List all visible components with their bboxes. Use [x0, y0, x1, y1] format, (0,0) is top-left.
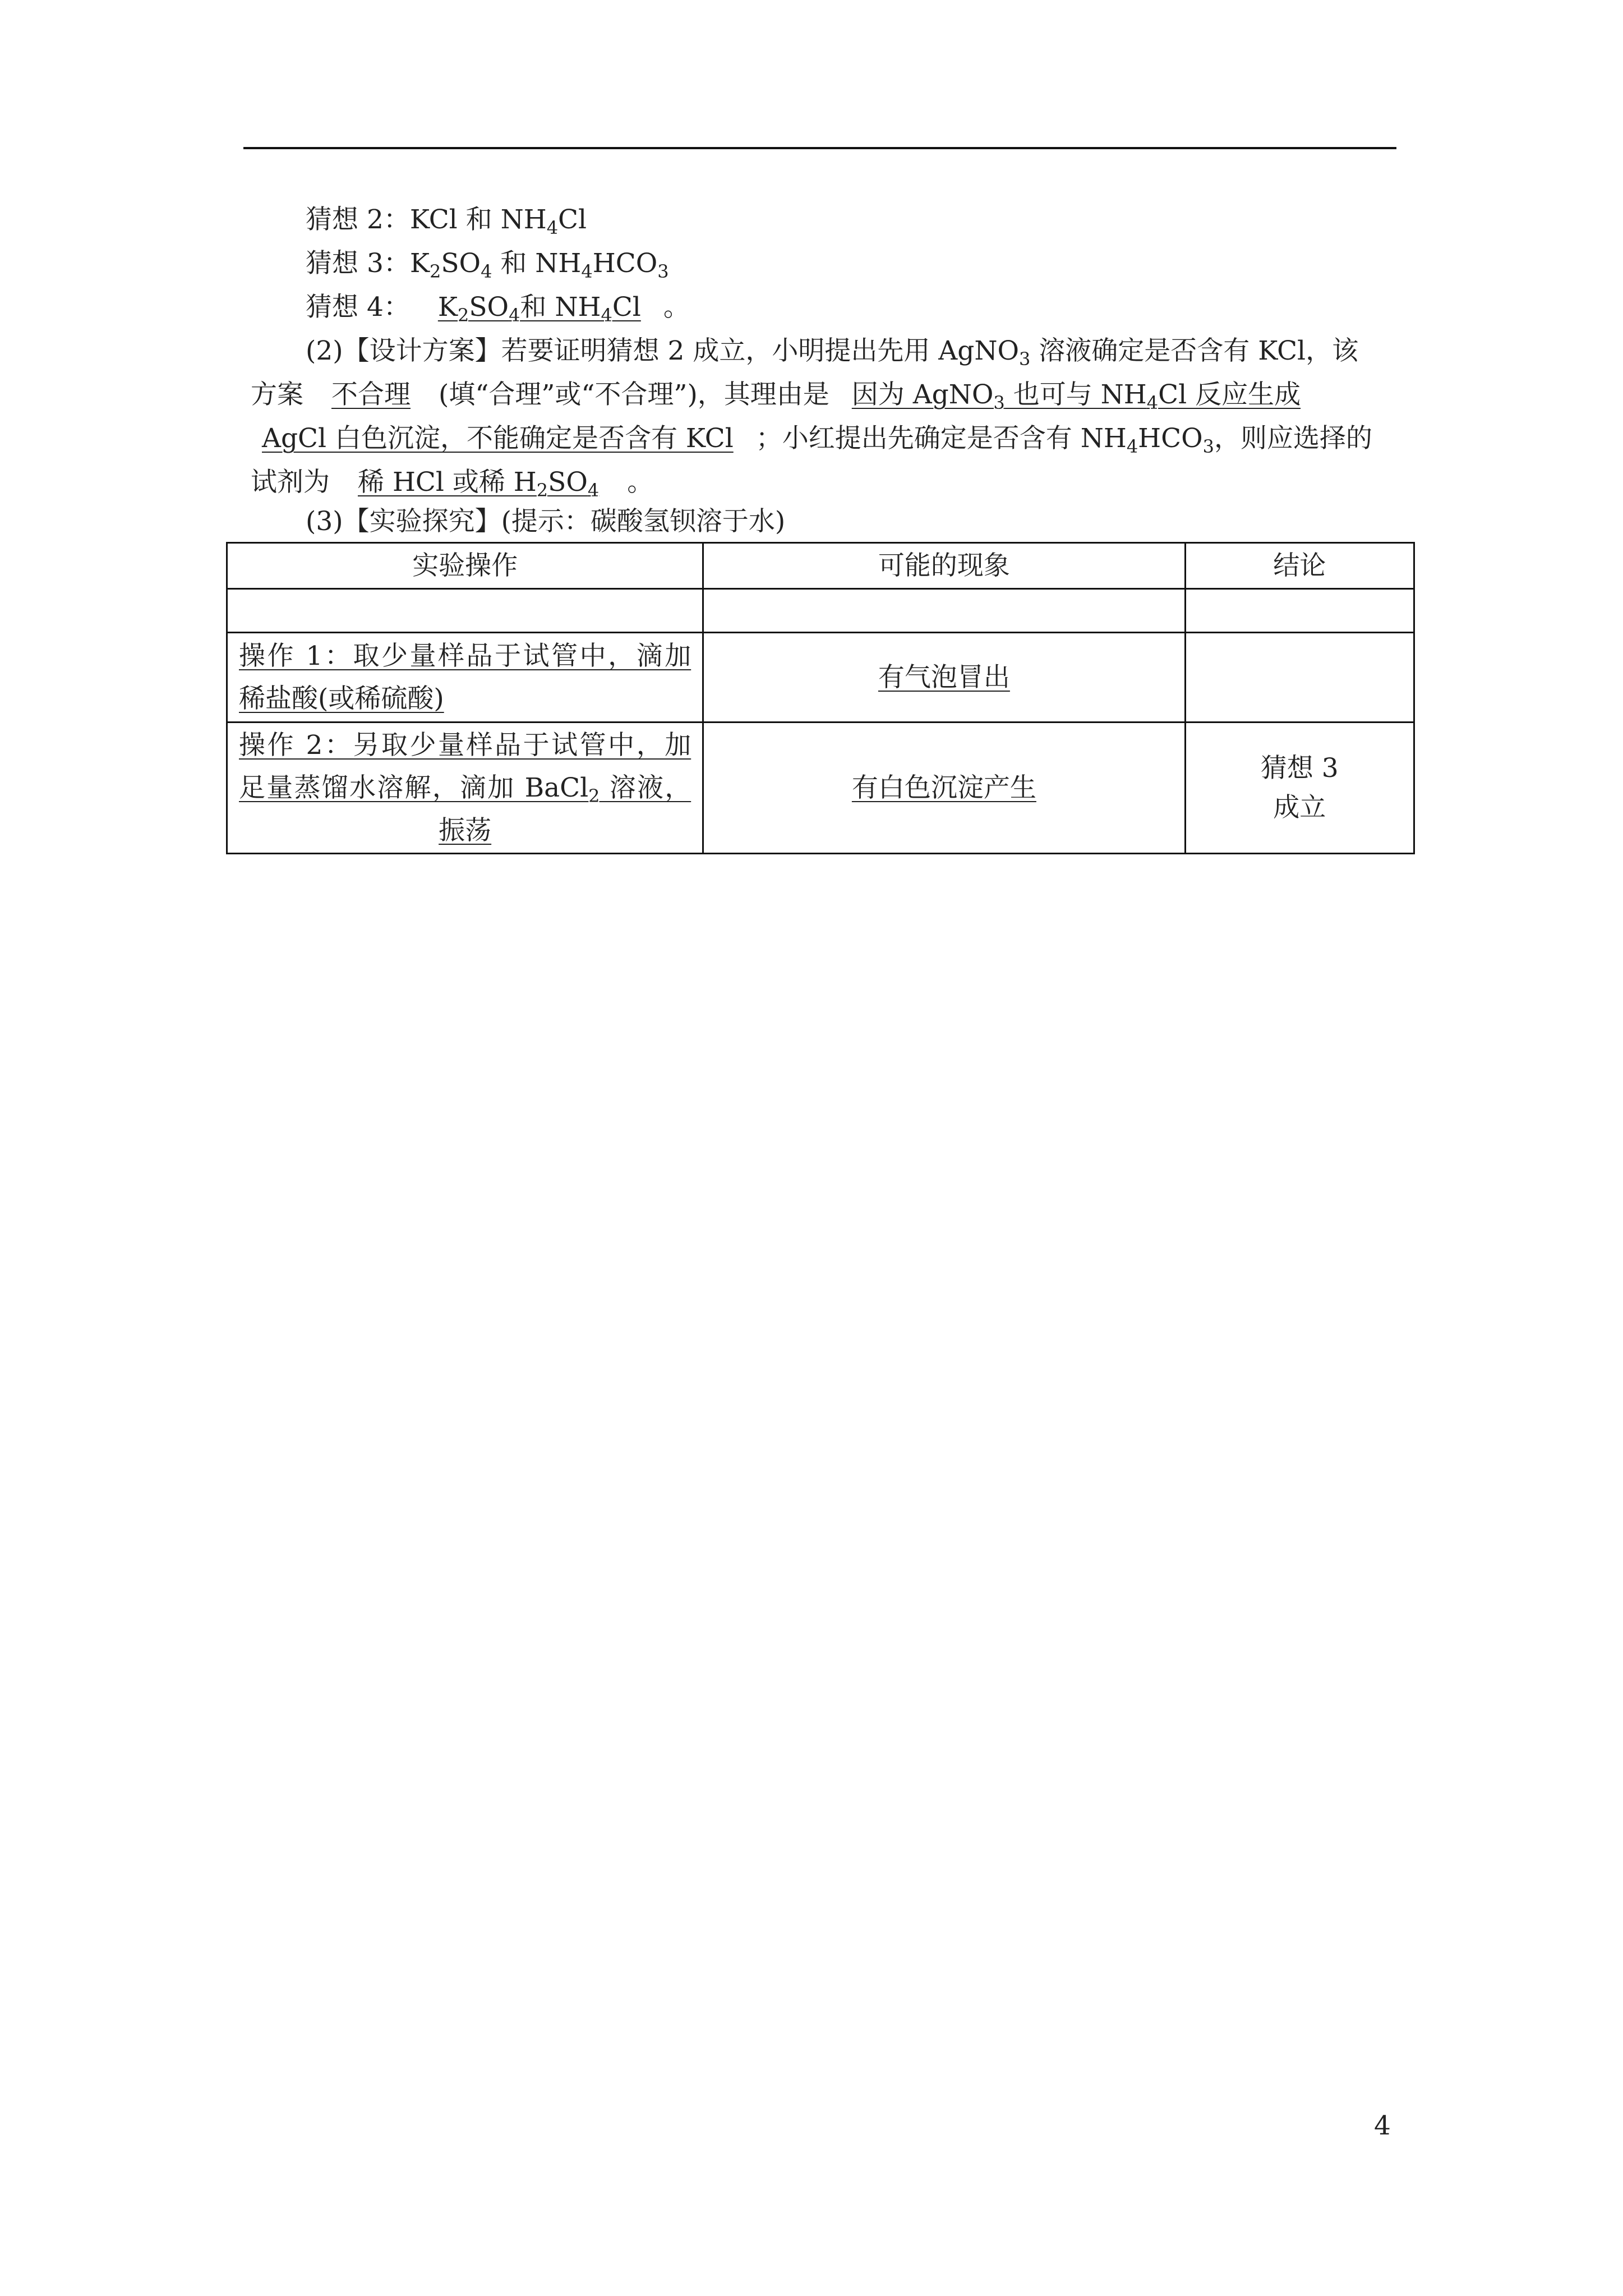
answer-reagent: 稀 HCl 或稀 $H_2SO_4$: [358, 467, 600, 501]
conclusion-2-cell: [1185, 723, 1414, 854]
header-rule: [243, 147, 1396, 149]
table-row-empty: [227, 589, 1414, 633]
operation-2-line-2: 足量蒸馏水溶解，滴加 BaCl$_2$ 溶液，: [239, 772, 691, 807]
hypothesis-4-answer: $K_2SO_4$和 $NH_4Cl$: [437, 292, 641, 326]
header-conclusion: 结论: [1185, 543, 1414, 589]
hypothesis-2: 猜想 2：KCl 和 $NH_4Cl$: [306, 204, 587, 238]
conclusion-2-line-1: 猜想 3: [1260, 752, 1339, 784]
answer-reason-part1: 因为 AgNO$_3$ 也可与 $NH_4Cl$ 反应生成: [851, 379, 1301, 413]
phenomenon-1-cell: [703, 633, 1185, 723]
phenomenon-1: 有气泡冒出: [878, 661, 1010, 693]
table-header-row: [227, 543, 1414, 589]
phenomenon-2-cell: [703, 723, 1185, 854]
operation-1-line-1: 操作 1：取少量样品于试管中，滴加: [239, 640, 691, 671]
operation-1-line-2: 稀盐酸(或稀硫酸): [239, 683, 444, 714]
header-operation: 实验操作: [227, 543, 703, 589]
part2-line-1: (2)【设计方案】若要证明猜想 2 成立，小明提出先用 AgNO$_3$ 溶液确定是否含有 KCl，该: [306, 335, 1359, 370]
part2-line-3: AgCl 白色沉淀，不能确定是否含有 KCl ；小红提出先确定是否含有 $NH_4HCO_3$，则应选择的: [251, 422, 1372, 455]
header-phenomenon: 可能的现象: [703, 543, 1185, 589]
experiment-table: [226, 542, 1415, 854]
operation-2-cell: [227, 723, 703, 854]
hypothesis-3: 猜想 3：$K_2SO_4$ 和 $NH_4HCO_3$: [306, 248, 669, 282]
operation-2-line-3: 振荡: [439, 815, 492, 846]
phenomenon-2: 有白色沉淀产生: [851, 772, 1036, 803]
conclusion-1-cell: [1185, 633, 1414, 723]
answer-unreasonable: 不合理: [331, 379, 411, 410]
part2-line-2: 方案 不合理 (填“合理”或“不合理”)，其理由是 因为 AgNO$_3$ 也可与 $NH_4Cl$ 反应生成: [251, 379, 1301, 413]
table-row: [227, 723, 1414, 854]
hypothesis-4: 猜想 4： $K_2SO_4$和 $NH_4Cl$ 。: [306, 292, 690, 326]
operation-2-line-1: 操作 2：另取少量样品于试管中，加: [239, 729, 691, 761]
empty-cell: [227, 589, 703, 633]
conclusion-2-line-2: 成立: [1273, 792, 1326, 823]
part2-line-4: 试剂为 稀 HCl 或稀 $H_2SO_4$ 。: [251, 467, 654, 501]
page-number: 4: [1374, 2110, 1391, 2141]
table-row: [227, 633, 1414, 723]
empty-cell: [703, 589, 1185, 633]
answer-reason-part2: AgCl 白色沉淀，不能确定是否含有 KCl: [262, 423, 734, 454]
empty-cell: [1185, 589, 1414, 633]
operation-1-cell: [227, 633, 703, 723]
part3-heading: (3)【实验探究】(提示：碳酸氢钡溶于水): [306, 506, 786, 537]
